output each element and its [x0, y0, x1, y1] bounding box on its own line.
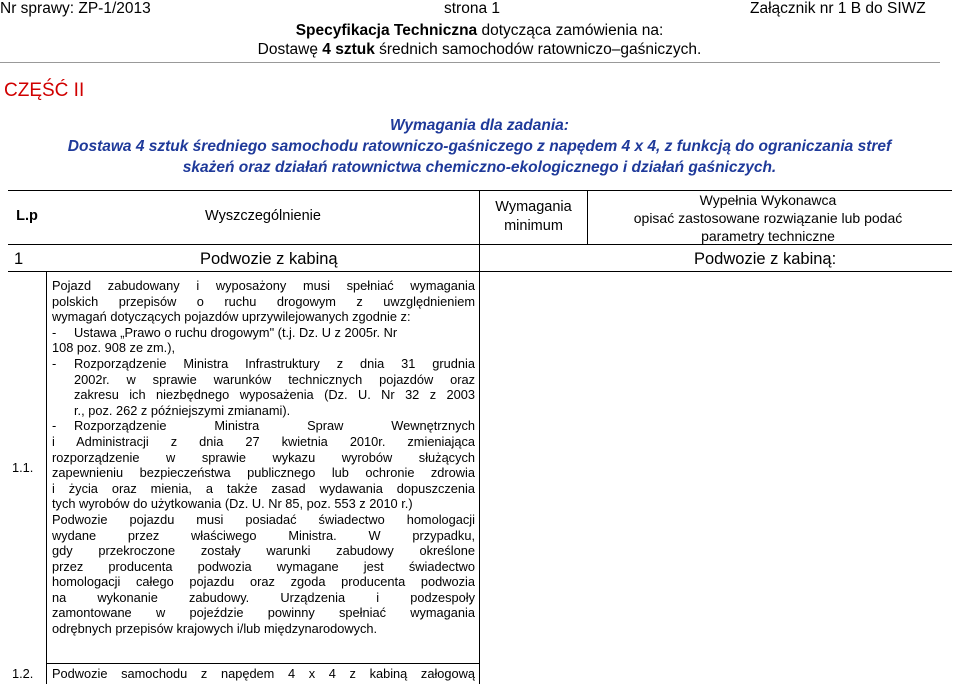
- section-number: 1: [14, 250, 24, 268]
- part-title: CZĘŚĆ II: [4, 80, 85, 101]
- table-top-border: [8, 190, 952, 191]
- list-dash: -: [52, 355, 57, 371]
- row-1-1-item: [52, 418, 475, 434]
- requirements-title: Wymagania dla zadania:: [390, 117, 569, 134]
- row-1-1-line: Ustawa „Prawo o ruchu drogowym" (t.j. Dz. U z 2005r. Nr: [74, 324, 398, 340]
- row-1-1-line: Pojazd zabudowany i wyposażony musi spełniać wymagania: [52, 278, 475, 293]
- row-1-1-line: przez producenta podwozia wymagane jest świadectwo: [52, 558, 475, 574]
- section-bottom: [8, 271, 952, 272]
- delivery-rest: średnich samochodów ratowniczo–gaśniczych.: [374, 41, 702, 58]
- col-header-lp: L.p: [16, 208, 38, 224]
- row-1-1-line: gdy przekroczone zostały warunki zabudowy określone: [52, 543, 475, 559]
- row-1-1-line: i życia oraz mienia, a także zasad wydawania dopuszczenia: [52, 480, 475, 496]
- row-1-1-line: Rozporządzenie Ministra Infrastruktury z dnia 31 grudnia: [74, 355, 475, 371]
- col-divider-min-left: [479, 190, 480, 684]
- row-1-1-line: zapewnieniu bezpieczeństwa publicznego lub ochronie zdrowia: [52, 465, 475, 481]
- col-header-min-2: minimum: [504, 218, 563, 234]
- col-header-contractor-3: parametry techniczne: [701, 228, 835, 244]
- row-1-1-line: na wykonanie zabudowy. Urządzenia i podzespoły: [52, 589, 475, 605]
- row-1-2-line: Podwozie samochodu z napędem 4 x 4 z kabiną załogową: [52, 666, 475, 681]
- delivery-line: [0, 41, 959, 59]
- row-1-1-line: wydane przez właściwego Ministra. W przypadku,: [52, 527, 475, 543]
- case-number: Nr sprawy: ZP-1/2013: [0, 0, 151, 17]
- list-dash: -: [52, 418, 57, 434]
- spec-title-rest: dotycząca zamówienia na:: [477, 22, 664, 39]
- row-1-1-line: homologacji całego pojazdu oraz zgoda producenta podwozia: [52, 574, 475, 590]
- section-title: Podwozie z kabiną: [200, 250, 338, 268]
- row-1-1-line: tych wyrobów do użytkowania (Dz. U. Nr 85, poz. 553 z 2010 r.): [52, 496, 413, 512]
- col-divider-lp: [46, 271, 47, 684]
- col-header-contractor-2: opisać zastosowane rozwiązanie lub podać: [633, 210, 903, 226]
- header-rule: [0, 62, 940, 63]
- section-right-title: Podwozie z kabiną:: [694, 250, 837, 268]
- row-1-1-line: i Administracji z dnia 27 kwietnia 2010r. zmieniająca: [52, 433, 475, 449]
- row-1-1-line: wymagań dotyczących pojazdów uprzywilejowanych zgodnie z:: [52, 309, 411, 325]
- row-1-1-item: [52, 325, 475, 341]
- row-1-1-line: 108 poz. 908 ze zm.),: [52, 340, 176, 356]
- row-1-1-line: r., poz. 262 z późniejszymi zmianami).: [74, 402, 291, 418]
- requirements-line-2: skażeń oraz działań ratownictwa chemiczno-ekologicznego i działań gaśniczych.: [182, 159, 777, 176]
- row-1-1-line: zakresu ich niezbędnego wyposażenia (Dz. U. Nr 32 z 2003: [74, 387, 475, 403]
- row-number-1-2: 1.2.: [12, 666, 34, 681]
- spec-title-bold: Specyfikacja Techniczna: [295, 22, 478, 39]
- delivery-bold: 4 sztuk: [322, 41, 375, 58]
- delivery-pre: Dostawę: [257, 41, 323, 58]
- row-1-1-line: rozporządzenie w sprawie wykazu wyrobów służących: [52, 449, 475, 465]
- row-1-1-line: odrębnych przepisów krajowych i/lub międzynarodowych.: [52, 621, 378, 637]
- annex-label: Załącznik nr 1 B do SIWZ: [750, 0, 926, 17]
- spec-title: [0, 22, 959, 40]
- row-1-1-line: polskich przepisów o ruchu drogowym z uwzględnieniem: [52, 293, 475, 309]
- col-header-min-1: Wymagania: [495, 199, 572, 215]
- page-number: strona 1: [444, 0, 501, 17]
- row-1-1-line: Rozporządzenie Ministra Spraw Wewnętrznych: [74, 418, 475, 434]
- row-1-2-text: [52, 666, 475, 682]
- row-1-1-line: zamontowane w pojeździe powinny spełniać wymagania: [52, 605, 475, 621]
- row1-bottom: [46, 663, 479, 664]
- row-1-1-line: 2002r. w sprawie warunków technicznych pojazdów oraz: [74, 371, 475, 387]
- table-header-bottom: [8, 244, 952, 245]
- row-number-1-1: 1.1.: [12, 460, 34, 475]
- col-header-details: Wyszczególnienie: [205, 208, 321, 224]
- row-1-1-text: [52, 278, 475, 637]
- col-header-contractor-1: Wypełnia Wykonawca: [699, 192, 837, 208]
- list-dash: -: [52, 324, 57, 340]
- row-1-1-item: [52, 356, 475, 372]
- requirements-line-1: Dostawa 4 sztuk średniego samochodu ratowniczo-gaśniczego z napędem 4 x 4, z funkcją do ograniczania stref: [67, 138, 892, 155]
- row-1-1-line: Podwozie pojazdu musi posiadać świadectwo homologacji: [52, 511, 475, 527]
